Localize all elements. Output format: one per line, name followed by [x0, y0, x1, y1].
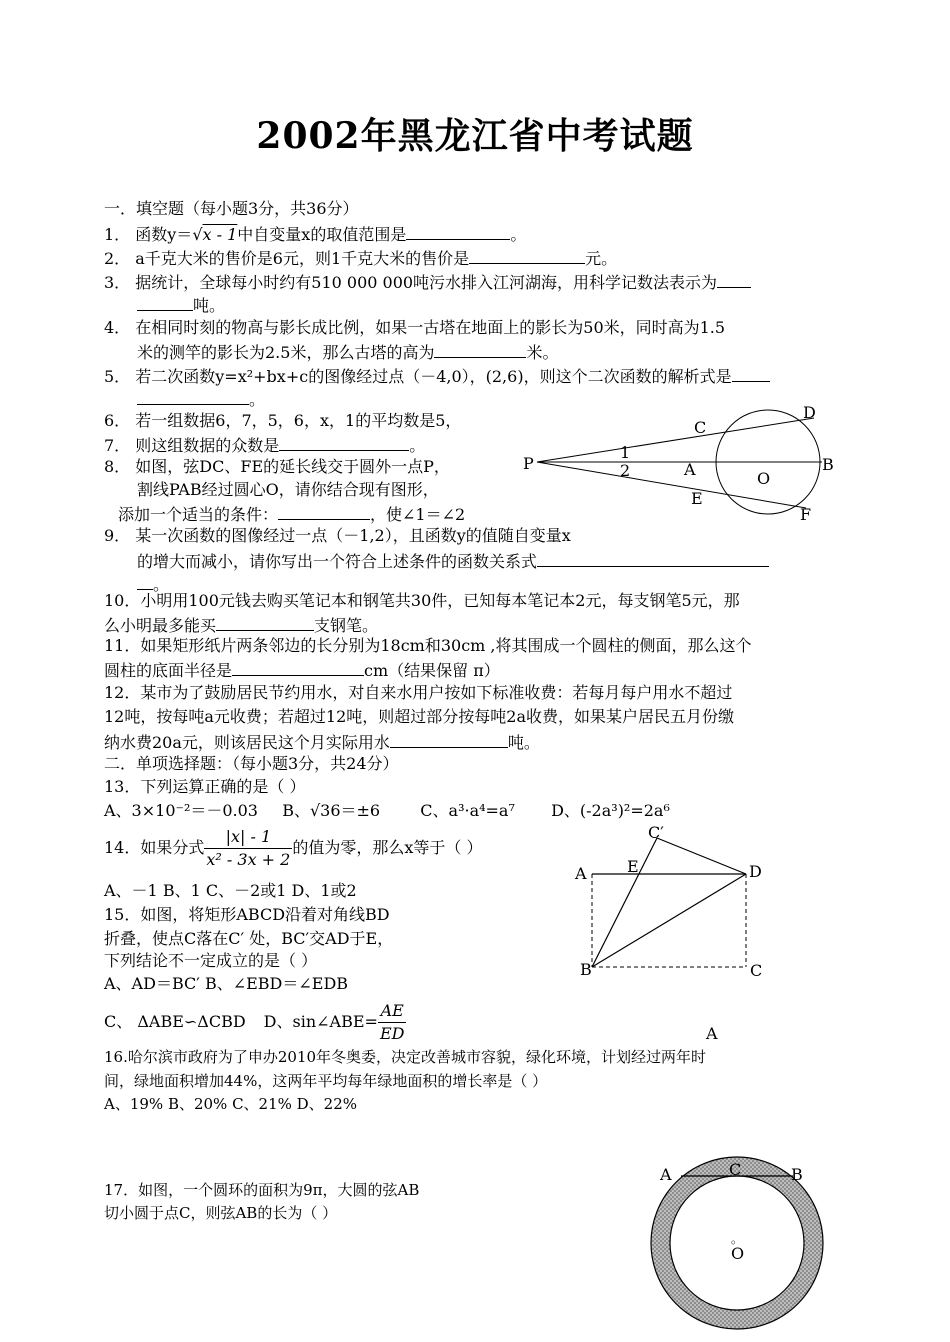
question-17-line-1: 17．如图，一个圆环的面积为9π，大圆的弦AB: [104, 1181, 420, 1199]
label-angle-1: 1: [620, 443, 631, 462]
question-12-line-3: 纳水费20a元，则该居民这个月实际用水 吨。: [104, 733, 540, 752]
label-b: B: [580, 960, 592, 979]
question-12-line-2: 12吨，按每吨a元收费；若超过12吨，则超过部分按每吨2a收费，如果某户居民五月份缴: [104, 707, 734, 726]
option-b: B、√36＝±6: [282, 801, 381, 820]
question-15-options-cd: C、 ΔABE∽ΔCBD D、sin∠ABE= $\frac{AE}{ED}$: [104, 1001, 405, 1043]
question-15-line-3: 下列结论不一定成立的是（ ）: [104, 951, 318, 970]
question-8-line-3: 添加一个适当的条件： ，使∠1＝∠2: [118, 505, 466, 524]
fraction: $\frac{|x| - 1}{\text{x² - 3x + 2}}$: [206, 827, 291, 869]
label-p: P: [523, 454, 534, 473]
label-a: A: [684, 460, 696, 479]
question-14-stem: 14．如果分式 $\frac{|x| - 1}{\text{x² - 3x + 2}}$ 的值为零，那么x等于（ ）: [104, 827, 483, 869]
question-11-line-1: 11．如果矩形纸片两条邻边的长分别为18cm和30cm ,将其围成一个圆柱的侧面，那么这个: [104, 636, 752, 655]
question-15-line-2: 折叠，使点C落在C′ 处，BC′交AD于E，: [104, 929, 394, 948]
label-angle-2: 2: [620, 461, 631, 480]
label-c: C: [750, 961, 763, 980]
option-d: D、(-2a³)²=2a⁶: [551, 801, 670, 820]
label-c: C: [729, 1160, 742, 1179]
question-17-line-2: 切小圆于点C，则弦AB的长为（ ）: [104, 1204, 338, 1222]
question-10-line-2: 么小明最多能买 支钢笔。: [104, 616, 379, 635]
question-14-options: A、－1 B、1 C、－2或1 D、1或2: [104, 881, 357, 900]
option-c: C、a³·a⁴=a⁷: [420, 801, 515, 820]
question-9-line-1: 9． 某一次函数的图像经过一点（－1,2），且函数y的值随自变量x: [104, 526, 571, 545]
label-c: C: [694, 418, 707, 437]
label-d: D: [749, 862, 762, 881]
question-4-line-2: 米的测竿的影长为2.5米，那么古塔的高为 米。: [137, 343, 559, 362]
label-o: O: [757, 469, 771, 488]
label-d: D: [803, 403, 816, 422]
question-4-line-1: 4． 在相同时刻的物高与影长成比例，如果一古塔在地面上的影长为50米，同时高为1.5: [104, 318, 726, 337]
option-a: A、3×10⁻²＝－0.03: [104, 801, 258, 820]
question-9-line-3: 。: [137, 573, 169, 595]
question-9-line-2: 的增大而减小，请你写出一个符合上述条件的函数关系式: [137, 550, 769, 572]
question-7: 7． 则这组数据的众数是 。: [104, 436, 426, 455]
label-a: A: [575, 864, 587, 883]
label-c-prime: C′: [648, 823, 664, 842]
fraction: $\frac{AE}{ED}$: [379, 1001, 405, 1043]
question-8-line-1: 8． 如图，弦DC、FE的延长线交于圆外一点P，: [104, 457, 450, 476]
section-2-heading: 二．单项选择题：（每小题3分，共24分）: [104, 754, 399, 773]
center-dot: 。: [731, 1232, 744, 1246]
question-8-line-2: 割线PAB经过圆心O，请你结合现有图形，: [137, 480, 439, 499]
label-a: A: [660, 1165, 672, 1184]
label-f: F: [800, 505, 812, 524]
label-e: E: [691, 489, 703, 508]
question-5-line-2: 。: [137, 388, 265, 410]
label-e: E: [627, 857, 639, 876]
section-1-heading: 一．填空题（每小题3分，共36分）: [104, 199, 359, 218]
question-5-line-1: 5． 若二次函数y=x²+bx+c的图像经过点（－4,0），(2,6)，则这个二次函数的解析式是: [104, 365, 770, 387]
question-16-line-2: 间，绿地面积增加44%，这两年平均每年绿地面积的增长率是（ ）: [104, 1072, 548, 1090]
question-15-line-1: 15．如图，将矩形ABCD沿着对角线BD: [104, 905, 390, 924]
question-12-line-1: 12．某市为了鼓励居民节约用水，对自来水用户按如下标准收费：若每月每户用水不超过: [104, 683, 733, 702]
question-3-line-2: 吨。: [137, 294, 225, 316]
question-16-options: A、19% B、20% C、21% D、22%: [104, 1095, 358, 1113]
label-b: B: [822, 455, 834, 474]
label-b: B: [791, 1165, 803, 1184]
question-10-line-1: 10．小明用100元钱去购买笔记本和钢笔共30件，已知每本笔记本2元，每支钢笔5元，那: [104, 591, 740, 610]
question-1: 1． 函数y＝√x - 1中自变量x的取值范围是 。: [104, 225, 527, 244]
label-o: O: [731, 1244, 745, 1263]
question-3-line-1: 3． 据统计，全球每小时约有510 000 000吨污水排入江河湖海，用科学记数法表示为: [104, 271, 751, 293]
question-6: 6． 若一组数据6，7，5，6，x，1的平均数是5，: [104, 411, 462, 430]
page-title: 2002年黑龙江省中考试题: [256, 115, 694, 157]
question-13-stem: 13．下列运算正确的是（ ）: [104, 777, 306, 796]
question-16-line-1: 16.哈尔滨市政府为了申办2010年冬奥委，决定改善城市容貌，绿化环境，计划经过两年时: [104, 1048, 707, 1066]
stray-label-a: A: [706, 1024, 718, 1043]
question-2: 2． a千克大米的售价是6元，则1千克大米的售价是 元。: [104, 249, 618, 268]
question-15-options-ab: A、AD＝BC′ B、∠EBD＝∠EDB: [104, 974, 349, 993]
question-11-line-2: 圆柱的底面半径是 cm（结果保留 π）: [104, 661, 500, 680]
